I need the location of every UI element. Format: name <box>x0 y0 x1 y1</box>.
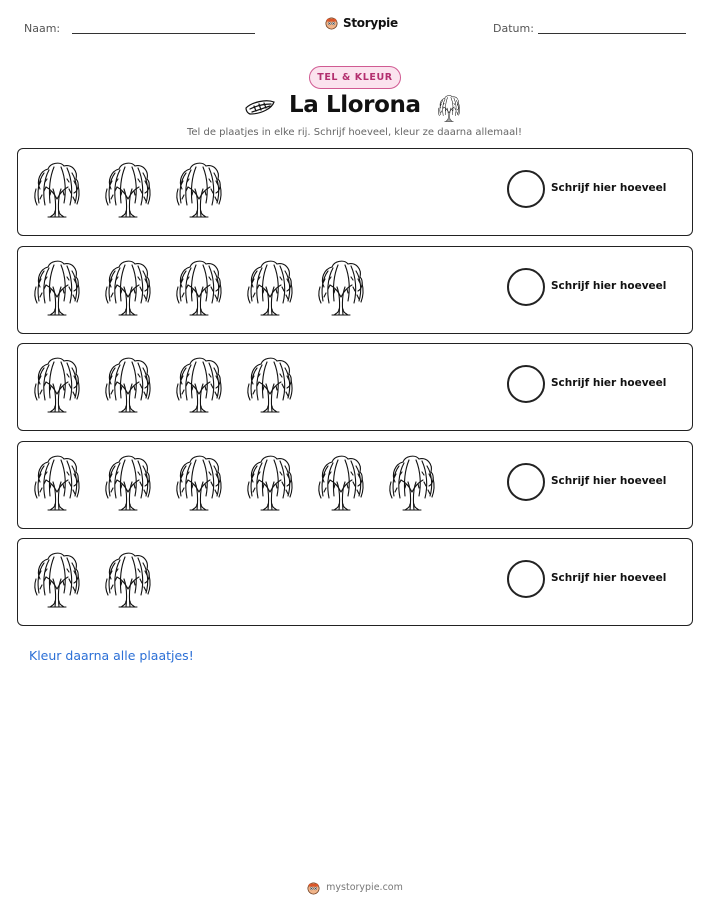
willow-tree-icon[interactable] <box>172 354 226 414</box>
answer-label: Schrijf hier hoeveel <box>551 377 667 389</box>
name-line[interactable] <box>72 33 255 34</box>
date-line[interactable] <box>538 33 686 34</box>
brand-logo <box>324 15 398 30</box>
willow-tree-icon[interactable] <box>101 257 155 317</box>
answer-label: Schrijf hier hoeveel <box>551 279 667 292</box>
page-title: La Llorona <box>289 92 421 118</box>
willow-tree-icon[interactable] <box>30 159 84 219</box>
willow-tree-icon[interactable] <box>172 159 226 219</box>
answer-label: Schrijf hier hoeveel <box>551 182 667 194</box>
mascot-icon <box>306 880 321 895</box>
willow-tree-icon[interactable] <box>172 257 226 317</box>
willow-tree-icon[interactable] <box>30 354 84 414</box>
answer-circle[interactable] <box>507 560 545 598</box>
counting-row <box>17 441 693 529</box>
mascot-icon <box>324 15 339 30</box>
willow-tree-icon[interactable] <box>101 354 155 414</box>
willow-tree-icon[interactable] <box>243 452 297 512</box>
willow-tree-icon[interactable] <box>30 549 84 609</box>
willow-tree-icon[interactable] <box>243 257 297 317</box>
footer <box>0 880 709 895</box>
date-label: Datum: <box>493 22 534 35</box>
footer-site: mystorypie.com <box>326 882 403 893</box>
counting-row <box>17 148 693 236</box>
answer-circle[interactable] <box>507 170 545 208</box>
willow-tree-icon[interactable] <box>243 354 297 414</box>
willow-tree-icon[interactable] <box>172 452 226 512</box>
willow-tree-icon[interactable] <box>30 452 84 512</box>
willow-tree-icon[interactable] <box>30 257 84 317</box>
color-hint: Kleur daarna alle plaatjes! <box>29 648 194 663</box>
answer-label: Schrijf hier hoeveel <box>551 572 667 584</box>
willow-tree-icon[interactable] <box>101 159 155 219</box>
title-row <box>0 90 709 126</box>
counting-row <box>17 538 693 626</box>
answer-label: Schrijf hier hoeveel <box>551 474 667 487</box>
willow-tree-icon[interactable] <box>314 257 368 317</box>
answer-circle[interactable] <box>507 365 545 403</box>
willow-tree-icon[interactable] <box>314 452 368 512</box>
worksheet-header <box>0 14 709 40</box>
brand-name: Storypie <box>343 15 398 30</box>
willow-tree-icon <box>436 93 462 123</box>
counting-row <box>17 343 693 431</box>
answer-circle[interactable] <box>507 268 545 306</box>
activity-badge: TEL & KLEUR <box>309 66 401 89</box>
instructions: Tel de plaatjes in elke rij. Schrijf hoeveel, kleur ze daarna allemaal! <box>186 127 523 138</box>
willow-tree-icon[interactable] <box>385 452 439 512</box>
answer-circle[interactable] <box>507 463 545 501</box>
counting-row <box>17 246 693 334</box>
name-label: Naam: <box>24 22 61 35</box>
boat-icon <box>244 96 276 118</box>
willow-tree-icon[interactable] <box>101 549 155 609</box>
willow-tree-icon[interactable] <box>101 452 155 512</box>
